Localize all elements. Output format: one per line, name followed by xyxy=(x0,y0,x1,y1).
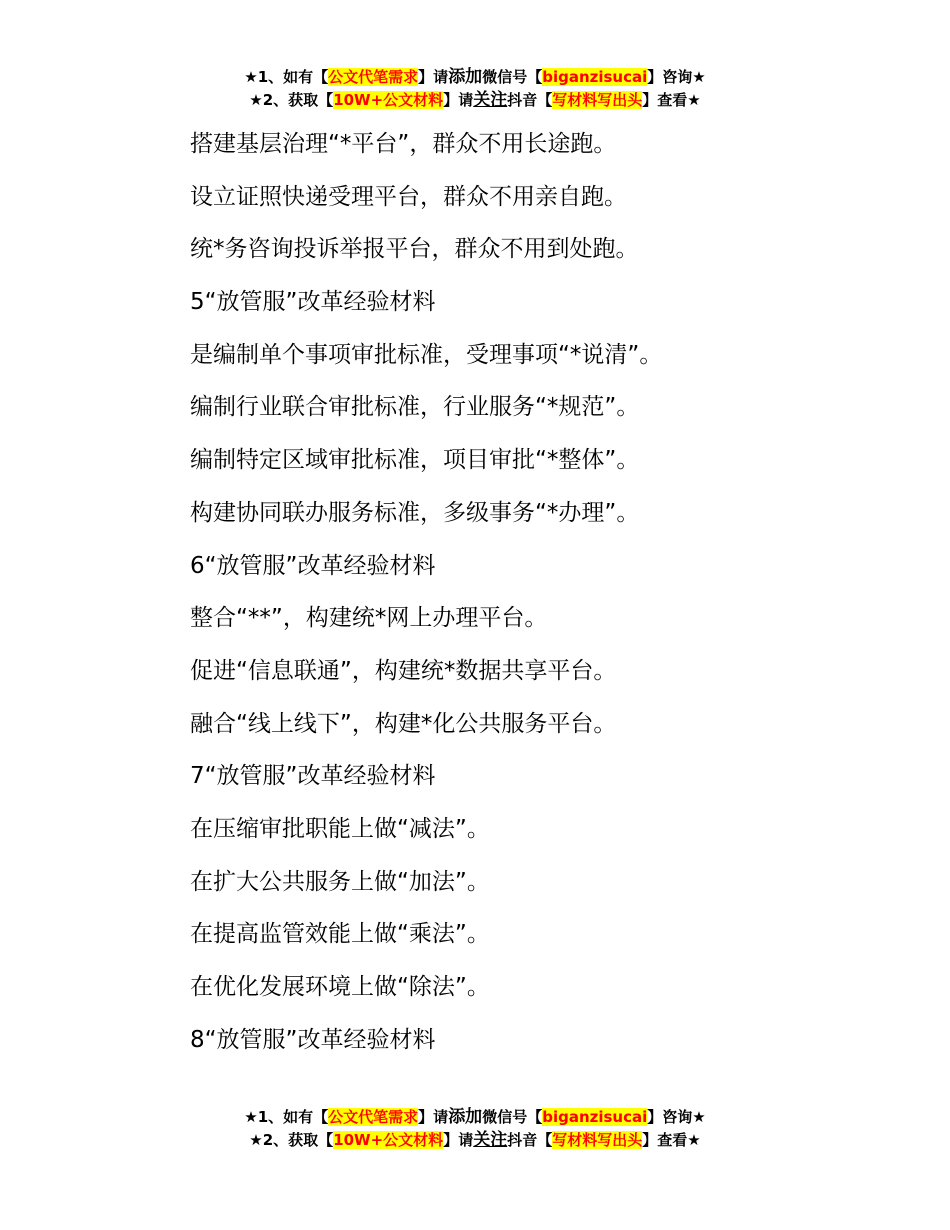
banner-text: 】咨询★ xyxy=(647,68,706,86)
section-heading: 5“放管服”改革经验材料 xyxy=(190,289,436,316)
banner-text: 抖音【 xyxy=(507,1131,553,1149)
text-line: 在压缩审批职能上做“减法”。 xyxy=(190,815,490,842)
text-line: 在扩大公共服务上做“加法”。 xyxy=(190,868,490,895)
document-body xyxy=(190,118,890,1066)
banner-line-2 xyxy=(0,89,950,112)
banner-text: 】请 xyxy=(443,1131,474,1149)
text-line: 构建协同联办服务标准，多级事务“*办理”。 xyxy=(190,499,640,526)
banner-text: 】咨询★ xyxy=(647,1108,706,1126)
header-banner xyxy=(0,66,950,112)
banner-text: 】查看★ xyxy=(642,1131,701,1149)
text-line: 在提高监管效能上做“乘法”。 xyxy=(190,921,490,948)
banner-line-1 xyxy=(0,66,950,89)
banner-emphasis: 添加 xyxy=(448,67,483,87)
text-line: 融合“线上线下”，构建*化公共服务平台。 xyxy=(190,710,617,737)
banner-text: ★2、获取【 xyxy=(249,91,334,109)
text-line: 是编制单个事项审批标准，受理事项“*说清”。 xyxy=(190,341,663,368)
banner-highlight: 写材料写出头 xyxy=(552,91,643,109)
banner-emphasis: 关注 xyxy=(473,90,508,110)
banner-text: ★1、如有【 xyxy=(244,1108,329,1126)
banner-text: 微信号【 xyxy=(482,68,543,86)
banner-highlight: biganzisucai xyxy=(542,1108,648,1126)
banner-line-1 xyxy=(0,1106,950,1129)
banner-text: 】请 xyxy=(418,1108,449,1126)
banner-highlight: 10W+公文材料 xyxy=(333,91,444,109)
text-line: 统*务咨询投诉举报平台，群众不用到处跑。 xyxy=(190,236,639,263)
text-line: 在优化发展环境上做“除法”。 xyxy=(190,974,490,1000)
banner-highlight: 公文代笔需求 xyxy=(328,68,419,86)
banner-text: 】请 xyxy=(443,91,474,109)
banner-emphasis: 添加 xyxy=(448,1107,483,1127)
banner-text: 】查看★ xyxy=(642,91,701,109)
text-line: 编制行业联合审批标准，行业服务“*规范”。 xyxy=(190,394,640,421)
text-line: 设立证照快递受理平台，群众不用亲自跑。 xyxy=(190,183,627,210)
banner-text: 微信号【 xyxy=(482,1108,543,1126)
text-line: 促进“信息联通”，构建统*数据共享平台。 xyxy=(190,657,617,684)
banner-highlight: 写材料写出头 xyxy=(552,1131,643,1149)
section-heading: 6“放管服”改革经验材料 xyxy=(190,552,436,579)
banner-highlight: 10W+公文材料 xyxy=(333,1131,444,1149)
text-line: 搭建基层治理“*平台”，群众不用长途跑。 xyxy=(190,131,617,157)
banner-text: 】请 xyxy=(418,68,449,86)
footer-banner xyxy=(0,1106,950,1152)
banner-highlight: biganzisucai xyxy=(542,68,648,86)
text-line: 编制特定区域审批标准，项目审批“*整体”。 xyxy=(190,447,640,474)
banner-text: 抖音【 xyxy=(507,91,553,109)
banner-emphasis: 关注 xyxy=(473,1130,508,1150)
banner-text: ★1、如有【 xyxy=(244,68,329,86)
banner-highlight: 公文代笔需求 xyxy=(328,1108,419,1126)
section-heading: 7“放管服”改革经验材料 xyxy=(190,763,436,790)
text-line: 整合“**”，构建统*网上办理平台。 xyxy=(190,605,548,632)
banner-text: ★2、获取【 xyxy=(249,1131,334,1149)
section-heading: 8“放管服”改革经验材料 xyxy=(190,1026,436,1053)
banner-line-2 xyxy=(0,1129,950,1152)
